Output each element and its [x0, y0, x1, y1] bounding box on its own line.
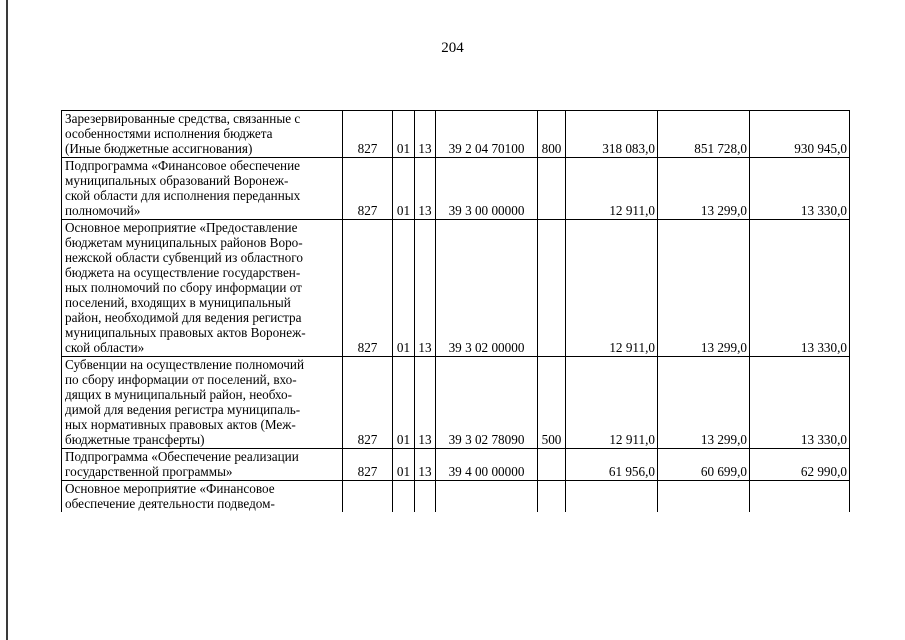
row-name: Подпрограмма «Обеспечение реализации государственной программы»: [62, 449, 343, 481]
amount-year-1: 12 911,0: [566, 357, 658, 449]
subsection-code: [415, 481, 436, 513]
amount-year-1: 318 083,0: [566, 111, 658, 158]
subsection-code: 13: [415, 111, 436, 158]
amount-year-2: 13 299,0: [658, 220, 750, 357]
table-row: [62, 481, 850, 513]
amount-year-2: 13 299,0: [658, 357, 750, 449]
row-name: Субвенции на осуществление полномочий по сбору информации от поселений, вхо- дящих в муниципальный район, необхо- димой для ведения регистра муниципаль- ных нормативных правовых актов (Меж- бюджетные трансферты): [62, 357, 343, 449]
target-article-code: 39 3 02 78090: [436, 357, 538, 449]
section-code: [393, 481, 415, 513]
ved-code: 827: [343, 357, 393, 449]
ved-code: 827: [343, 220, 393, 357]
amount-year-2: [658, 481, 750, 513]
section-code: 01: [393, 220, 415, 357]
subsection-code: 13: [415, 449, 436, 481]
subsection-code: 13: [415, 158, 436, 220]
section-code: 01: [393, 158, 415, 220]
table-row: [62, 357, 850, 449]
target-article-code: 39 3 00 00000: [436, 158, 538, 220]
expense-type-code: [538, 220, 566, 357]
row-name: Основное мероприятие «Финансовое обеспечение деятельности подведом-: [62, 481, 343, 513]
amount-year-3: 13 330,0: [750, 220, 850, 357]
row-name: Зарезервированные средства, связанные с особенностями исполнения бюджета (Иные бюджетные ассигнования): [62, 111, 343, 158]
amount-year-1: [566, 481, 658, 513]
amount-year-1: 12 911,0: [566, 158, 658, 220]
target-article-code: 39 2 04 70100: [436, 111, 538, 158]
ved-code: [343, 481, 393, 513]
budget-table: [61, 110, 850, 512]
subsection-code: 13: [415, 220, 436, 357]
amount-year-2: 60 699,0: [658, 449, 750, 481]
expense-type-code: 800: [538, 111, 566, 158]
page-number: 204: [441, 40, 464, 56]
table-row: [62, 111, 850, 158]
expense-type-code: [538, 481, 566, 513]
amount-year-3: 62 990,0: [750, 449, 850, 481]
page-left-border: [6, 0, 8, 640]
expense-type-code: [538, 158, 566, 220]
subsection-code: 13: [415, 357, 436, 449]
ved-code: 827: [343, 111, 393, 158]
target-article-code: 39 4 00 00000: [436, 449, 538, 481]
expense-type-code: [538, 449, 566, 481]
amount-year-3: [750, 481, 850, 513]
section-code: 01: [393, 449, 415, 481]
amount-year-2: 13 299,0: [658, 158, 750, 220]
target-article-code: 39 3 02 00000: [436, 220, 538, 357]
amount-year-3: 930 945,0: [750, 111, 850, 158]
target-article-code: [436, 481, 538, 513]
row-name: Основное мероприятие «Предоставление бюджетам муниципальных районов Воро- нежской области субвенций из областного бюджета на осуществление государствен- ных полномочий по сбору информации от поселений, входящих в муниципальный район, необходимой для ведения регистра муниципальных правовых актов Воронеж- ской области»: [62, 220, 343, 357]
amount-year-1: 12 911,0: [566, 220, 658, 357]
table-row: [62, 158, 850, 220]
section-code: 01: [393, 111, 415, 158]
amount-year-2: 851 728,0: [658, 111, 750, 158]
amount-year-3: 13 330,0: [750, 357, 850, 449]
table-row: [62, 220, 850, 357]
table-row: [62, 449, 850, 481]
expense-type-code: 500: [538, 357, 566, 449]
amount-year-1: 61 956,0: [566, 449, 658, 481]
section-code: 01: [393, 357, 415, 449]
row-name: Подпрограмма «Финансовое обеспечение муниципальных образований Воронеж- ской области для исполнения переданных полномочий»: [62, 158, 343, 220]
amount-year-3: 13 330,0: [750, 158, 850, 220]
ved-code: 827: [343, 449, 393, 481]
ved-code: 827: [343, 158, 393, 220]
